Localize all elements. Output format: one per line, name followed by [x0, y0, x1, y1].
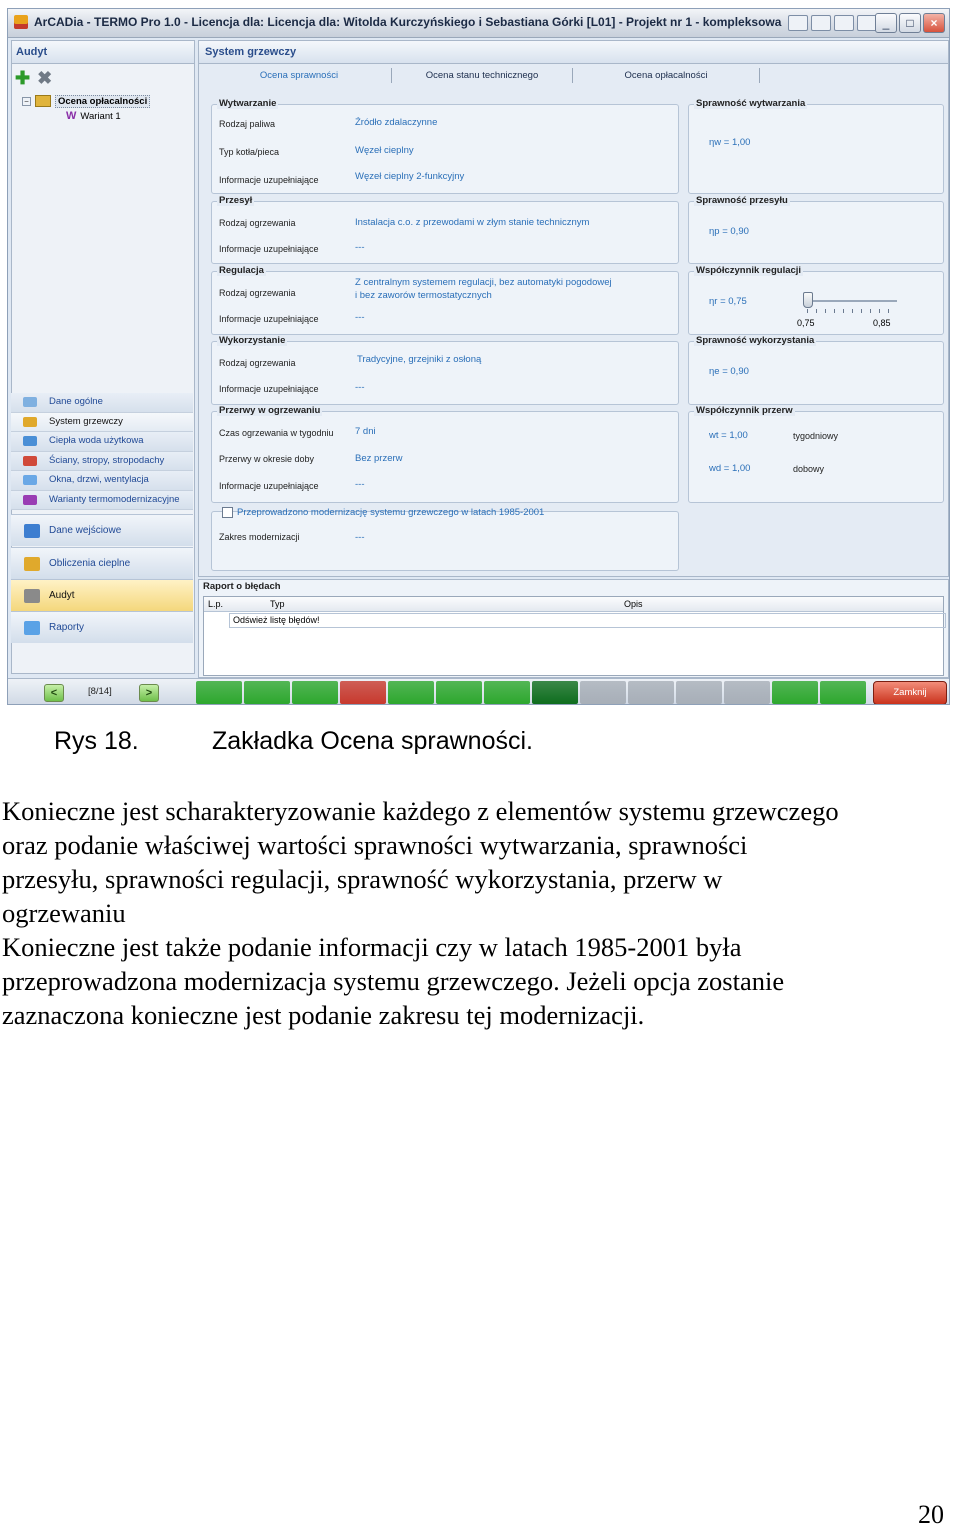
group-sprawnosc-wykorzystania	[688, 335, 944, 405]
nav-item-dane-ogolne[interactable]	[11, 393, 193, 413]
window-title: ArCADia - TERMO Pro 1.0 - Licencja dla: Licencja dla: Witolda Kurczyńskiego i Sebastiana Górki [L01] - Projekt nr 1 - kompleksowa	[34, 15, 782, 29]
group-title: Regulacja	[219, 265, 264, 276]
section-nav	[11, 393, 193, 510]
slider-thumb[interactable]	[803, 292, 813, 308]
dane-wejsciowe-button[interactable]	[11, 514, 193, 546]
group-title: Przesył	[219, 195, 253, 206]
slider-max-label: 0,85	[873, 318, 891, 328]
field-label: Przerwy w okresie doby	[219, 454, 315, 464]
tab-ocena-stanu[interactable]: Ocena stanu technicznego	[392, 68, 573, 83]
column-header[interactable]: L.p.	[208, 599, 224, 609]
windows-icon	[23, 475, 37, 485]
slider-min-label: 0,75	[797, 318, 815, 328]
close-window-button[interactable]: ×	[923, 13, 945, 33]
progress-step[interactable]	[676, 681, 722, 704]
group-title: Współczynnik przerw	[696, 405, 793, 416]
progress-step[interactable]	[724, 681, 770, 704]
reports-icon	[24, 621, 40, 635]
layout-icon[interactable]	[811, 15, 831, 31]
tab-bar	[207, 68, 760, 83]
field-label: Informacje uzupełniające	[219, 384, 319, 394]
column-header[interactable]: Typ	[270, 599, 285, 609]
tree-node-wariant[interactable]	[66, 110, 121, 122]
progress-step[interactable]	[436, 681, 482, 704]
nav-item-system-grzewczy[interactable]	[11, 413, 193, 433]
button-label: Obliczenia cieplne	[49, 558, 131, 569]
group-wspolczynnik-regulacji	[688, 265, 944, 335]
group-regulacja	[211, 265, 679, 335]
progress-step[interactable]	[628, 681, 674, 704]
checkbox-label: Przeprowadzono modernizację systemu grzewczego w latach 1985-2001	[237, 507, 545, 519]
group-title: Sprawność przesyłu	[696, 195, 788, 206]
tab-ocena-oplacalnosci[interactable]: Ocena opłacalności	[573, 68, 760, 83]
field-value[interactable]: ---	[355, 479, 365, 490]
field-value[interactable]: Tradycyjne, grzejniki z osłoną	[357, 354, 482, 365]
paragraph-line: przeprowadzona modernizacja systemu grzewczego. Jeżeli opcja zostanie	[2, 966, 785, 996]
checkbox-icon[interactable]	[222, 507, 233, 518]
progress-step[interactable]	[532, 681, 578, 704]
group-wspolczynnik-przerw	[688, 405, 944, 503]
field-value-line2[interactable]: i bez zaworów termostatycznych	[355, 290, 492, 301]
daily-factor-value: wd = 1,00	[709, 463, 751, 474]
field-label: Rodzaj ogrzewania	[219, 358, 296, 368]
progress-step[interactable]	[196, 681, 242, 704]
figure-caption: Zakładka Ocena sprawności.	[212, 727, 533, 755]
field-value[interactable]: ---	[355, 312, 365, 323]
nav-item-warianty[interactable]	[11, 491, 193, 511]
field-value[interactable]: ---	[355, 382, 365, 393]
field-value[interactable]: Węzeł cieplny	[355, 145, 414, 156]
paragraph-line: oraz podanie właściwej wartości sprawności wytwarzania, sprawności	[2, 830, 748, 860]
field-value[interactable]: ---	[355, 532, 365, 543]
view-icon[interactable]	[788, 15, 808, 31]
hot-water-icon	[23, 436, 37, 446]
error-report-panel	[198, 579, 949, 678]
field-label: Rodzaj ogrzewania	[219, 218, 296, 228]
weekly-factor-value: wt = 1,00	[709, 430, 748, 441]
obliczenia-cieplne-button[interactable]	[11, 547, 193, 579]
field-label: Rodzaj ogrzewania	[219, 288, 296, 298]
group-sprawnosc-przesylu	[688, 195, 944, 264]
efficiency-value: ηw = 1,00	[709, 137, 751, 148]
group-przesyl	[211, 195, 679, 264]
paragraph-line: zaznaczona konieczne jest podanie zakresu tej modernizacji.	[2, 1000, 645, 1030]
field-value[interactable]: 7 dni	[355, 426, 376, 437]
group-sprawnosc-wytwarzania	[688, 98, 944, 194]
group-przerwy	[211, 405, 679, 503]
button-label: Raporty	[49, 622, 85, 633]
heating-system-icon	[23, 417, 37, 427]
export-icon[interactable]	[834, 15, 854, 31]
nav-item-label: System grzewczy	[49, 415, 123, 427]
nav-item-label: Ściany, stropy, stropodachy	[49, 454, 165, 466]
audyt-button[interactable]	[11, 579, 193, 611]
walls-icon	[23, 456, 37, 466]
efficiency-value: ηr = 0,75	[709, 296, 747, 307]
field-value[interactable]: Instalacja c.o. z przewodami w złym stanie technicznym	[355, 217, 590, 228]
nav-item-label: Ciepła woda użytkowa	[49, 435, 144, 446]
left-panel-header: Audyt	[12, 41, 194, 64]
progress-step[interactable]	[820, 681, 866, 704]
status-bar	[8, 678, 949, 705]
modernizacja-checkbox[interactable]	[222, 507, 544, 518]
efficiency-value: ηp = 0,90	[709, 226, 749, 237]
close-button[interactable]: Zamknij	[873, 681, 947, 705]
input-data-icon	[24, 524, 40, 538]
nav-item-okna[interactable]	[11, 471, 193, 491]
group-modernizacja	[211, 511, 679, 571]
table-row[interactable]: Odśwież listę błędów!	[229, 613, 946, 628]
weekly-factor-label: tygodniowy	[793, 431, 839, 441]
error-table	[203, 596, 944, 676]
progress-steps	[196, 681, 866, 704]
variants-icon	[23, 495, 37, 505]
field-label: Informacje uzupełniające	[219, 175, 319, 185]
slider-ticks	[807, 309, 897, 313]
progress-step[interactable]	[340, 681, 386, 704]
paragraph-line: przesyłu, sprawności regulacji, sprawność wykorzystania, przerw w	[2, 864, 723, 894]
main-panel	[198, 40, 949, 577]
page-indicator: [8/14]	[88, 686, 112, 697]
field-value[interactable]: ---	[355, 242, 365, 253]
window-icon[interactable]	[857, 15, 877, 31]
group-title: Współczynnik regulacji	[696, 265, 802, 276]
nav-item-label: Warianty termomodernizacyjne	[49, 493, 180, 505]
group-title: Wytwarzanie	[219, 98, 277, 109]
field-label: Czas ogrzewania w tygodniu	[219, 428, 334, 438]
delete-icon[interactable]: ✖	[37, 68, 53, 88]
progress-step[interactable]	[772, 681, 818, 704]
figure-number: Rys 18.	[54, 727, 139, 755]
paragraph-line: Konieczne jest scharakteryzowanie każdego z elementów systemu grzewczego	[2, 796, 839, 826]
field-label: Informacje uzupełniające	[219, 481, 319, 491]
column-header[interactable]: Opis	[624, 599, 643, 609]
progress-step[interactable]	[244, 681, 290, 704]
main-panel-header: System grzewczy	[199, 41, 948, 64]
field-value[interactable]: Węzeł cieplny 2-funkcyjny	[355, 171, 465, 182]
page-number: 20	[918, 1500, 944, 1529]
collapse-icon[interactable]: −	[22, 97, 31, 106]
group-title: Wykorzystanie	[219, 335, 286, 346]
table-header	[204, 597, 943, 612]
daily-factor-label: dobowy	[793, 464, 825, 474]
group-wykorzystanie	[211, 335, 679, 405]
field-label: Rodzaj paliwa	[219, 119, 276, 129]
field-label: Informacje uzupełniające	[219, 244, 319, 254]
field-value[interactable]: Źródło zdalaczynne	[355, 117, 438, 128]
progress-step[interactable]	[388, 681, 434, 704]
titlebar-tools	[788, 15, 877, 31]
raporty-button[interactable]	[11, 611, 193, 643]
audit-icon	[24, 589, 40, 603]
maximize-button[interactable]: □	[899, 13, 921, 33]
general-data-icon	[23, 397, 37, 407]
button-label: Audyt	[49, 590, 75, 601]
paragraph-line: ogrzewaniu	[2, 898, 126, 928]
tree-node-label: Ocena opłacalności	[55, 95, 150, 108]
add-icon[interactable]: ✚	[15, 68, 31, 88]
calculations-icon	[24, 557, 40, 571]
nav-item-cwu[interactable]	[11, 432, 193, 452]
tab-ocena-sprawnosci[interactable]: Ocena sprawności	[207, 68, 392, 83]
app-logo-icon	[14, 15, 28, 29]
progress-step[interactable]	[484, 681, 530, 704]
field-label: Zakres modernizacji	[219, 532, 300, 542]
tree-node-ocena[interactable]	[22, 95, 150, 107]
nav-item-label: Dane ogólne	[49, 396, 103, 407]
title-bar	[8, 9, 949, 38]
nav-item-sciany[interactable]	[11, 452, 193, 472]
previous-page-button[interactable]: <	[44, 684, 64, 702]
folder-icon	[35, 95, 51, 107]
tree-node-label: Wariant 1	[80, 111, 121, 122]
slider-track	[807, 300, 897, 302]
group-title: Sprawność wytwarzania	[696, 98, 806, 109]
field-label: Informacje uzupełniające	[219, 314, 319, 324]
regulation-slider[interactable]	[784, 272, 894, 332]
field-label: Typ kotła/pieca	[219, 147, 280, 157]
progress-step[interactable]	[292, 681, 338, 704]
field-value[interactable]: Z centralnym systemem regulacji, bez automatyki pogodowej	[355, 277, 612, 288]
minimize-button[interactable]: _	[875, 13, 897, 33]
group-wytwarzanie	[211, 98, 679, 194]
button-label: Dane wejściowe	[49, 525, 122, 536]
nav-item-label: Okna, drzwi, wentylacja	[49, 474, 149, 485]
variant-icon: W	[66, 110, 77, 122]
next-page-button[interactable]: >	[139, 684, 159, 702]
efficiency-value: ηe = 0,90	[709, 366, 749, 377]
report-title: Raport o błędach	[203, 581, 281, 592]
app-window	[7, 8, 950, 705]
field-value[interactable]: Bez przerw	[355, 453, 403, 464]
group-title: Przerwy w ogrzewaniu	[219, 405, 321, 416]
group-title: Sprawność wykorzystania	[696, 335, 815, 346]
paragraph-line: Konieczne jest także podanie informacji czy w latach 1985-2001 była	[2, 932, 742, 962]
progress-step[interactable]	[580, 681, 626, 704]
